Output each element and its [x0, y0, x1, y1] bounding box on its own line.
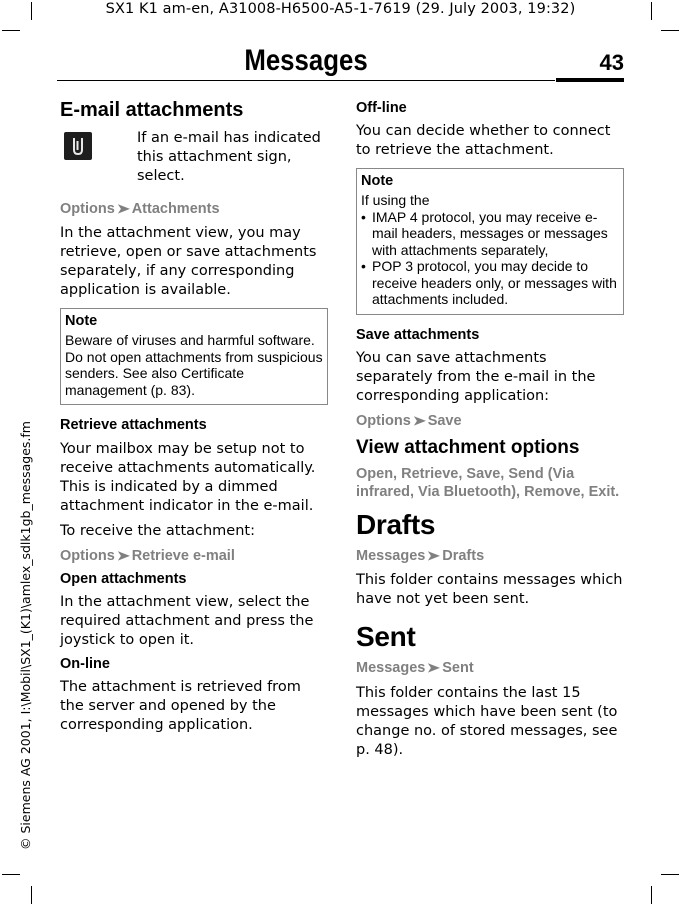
note-body	[361, 192, 619, 308]
arrow-right-icon: ➤	[116, 201, 130, 216]
menu-path-item: Messages	[356, 548, 426, 565]
subheading-online: On-line	[60, 656, 110, 673]
crop-mark	[2, 874, 20, 875]
note-title: Note	[65, 313, 98, 330]
crop-mark	[31, 886, 32, 904]
menu-path-item: Sent	[442, 660, 474, 677]
menu-path-item: Drafts	[442, 548, 485, 565]
crop-mark	[661, 30, 679, 31]
note-title: Note	[361, 173, 394, 190]
arrow-right-icon: ➤	[427, 548, 441, 564]
paragraph: This folder contains the last 15 messages which have been sent (to change no. of stored messages, see p. 48).	[356, 684, 618, 758]
paragraph: In the attachment view, you may retrieve, open or save attachments separately, if any corresponding application is available.	[60, 225, 317, 299]
list-item: • IMAP 4 protocol, you may receive e-mail headers, messages or messages with attachments separately,	[361, 209, 619, 259]
page-number: 43	[599, 50, 624, 75]
subheading-open: Open attachments	[60, 570, 187, 587]
menu-path-sent	[356, 659, 624, 677]
menu-path-item: Attachments	[131, 201, 220, 217]
paragraph: You can decide whether to connect to retrieve the attachment.	[356, 123, 611, 159]
paragraph: To receive the attachment:	[60, 522, 255, 539]
menu-path-item: Options	[60, 547, 115, 564]
section-heading-view-options: View attachment options	[356, 437, 580, 459]
attachment-icon-row	[60, 129, 328, 192]
paragraph: This folder contains messages which have not yet been sent.	[356, 572, 623, 608]
paperclip-icon	[64, 132, 92, 160]
print-header: SX1 K1 am-en, A31008-H6500-A5-1-7619 (29. July 2003, 19:32)	[105, 1, 576, 17]
page-title: Messages	[244, 44, 368, 77]
subheading-retrieve: Retrieve attachments	[60, 417, 207, 434]
arrow-right-icon: ➤	[116, 547, 130, 563]
subheading-offline: Off-line	[356, 100, 407, 116]
side-footer-text: © Siemens AG 2001, I:\Mobil\SX1_(K1)\amlex_sdlk1gb_messages.fm	[18, 421, 33, 850]
right-column	[356, 98, 624, 766]
attachment-icon-text: If an e-mail has indicated this attachment sign, select.	[137, 130, 321, 184]
menu-path-item: Messages	[356, 660, 426, 677]
menu-path-retrieve	[60, 547, 328, 565]
menu-path-drafts	[356, 547, 624, 565]
section-heading-drafts: Drafts	[356, 508, 436, 540]
paragraph: The attachment is retrieved from the server and opened by the corresponding application.	[60, 679, 301, 734]
note-list	[361, 209, 619, 308]
section-heading-email-attachments: E-mail attachments	[60, 99, 244, 121]
note-intro: If using the	[361, 192, 430, 209]
menu-path-item: Save	[427, 413, 462, 430]
menu-path-item: Options	[356, 413, 411, 430]
menu-path-item: Options	[60, 201, 115, 217]
options-list: Open, Retrieve, Save, Send (Via infrared, Via Bluetooth), Remove, Exit.	[356, 466, 620, 500]
note-box-viruses	[60, 308, 328, 405]
title-rule	[57, 80, 555, 81]
paragraph: Your mailbox may be setup not to receive attachments automatically. This is indicated by a dimmed attachment indicator in the e-mail.	[60, 440, 316, 514]
crop-mark	[661, 874, 679, 875]
crop-mark	[2, 30, 20, 31]
section-heading-sent: Sent	[356, 621, 416, 653]
menu-path-save	[356, 412, 624, 430]
arrow-right-icon: ➤	[427, 660, 441, 676]
list-item: • POP 3 protocol, you may decide to receive headers only, or messages with attachments included.	[361, 258, 619, 308]
note-box-protocols	[356, 168, 624, 315]
crop-mark	[651, 886, 652, 904]
menu-path-attachments	[60, 200, 328, 218]
paragraph: You can save attachments separately from the e-mail in the corresponding application:	[356, 350, 596, 405]
left-column	[60, 98, 328, 741]
subheading-save: Save attachments	[356, 326, 480, 343]
arrow-right-icon: ➤	[412, 413, 426, 429]
page-number-rule	[556, 78, 624, 82]
menu-path-item: Retrieve e-mail	[131, 547, 235, 564]
paragraph: In the attachment view, select the required attachment and press the joystick to open it.	[60, 594, 314, 649]
note-body: Beware of viruses and harmful software. Do not open attachments from suspicious senders. See also Certificate management (p. 83).	[65, 332, 323, 398]
